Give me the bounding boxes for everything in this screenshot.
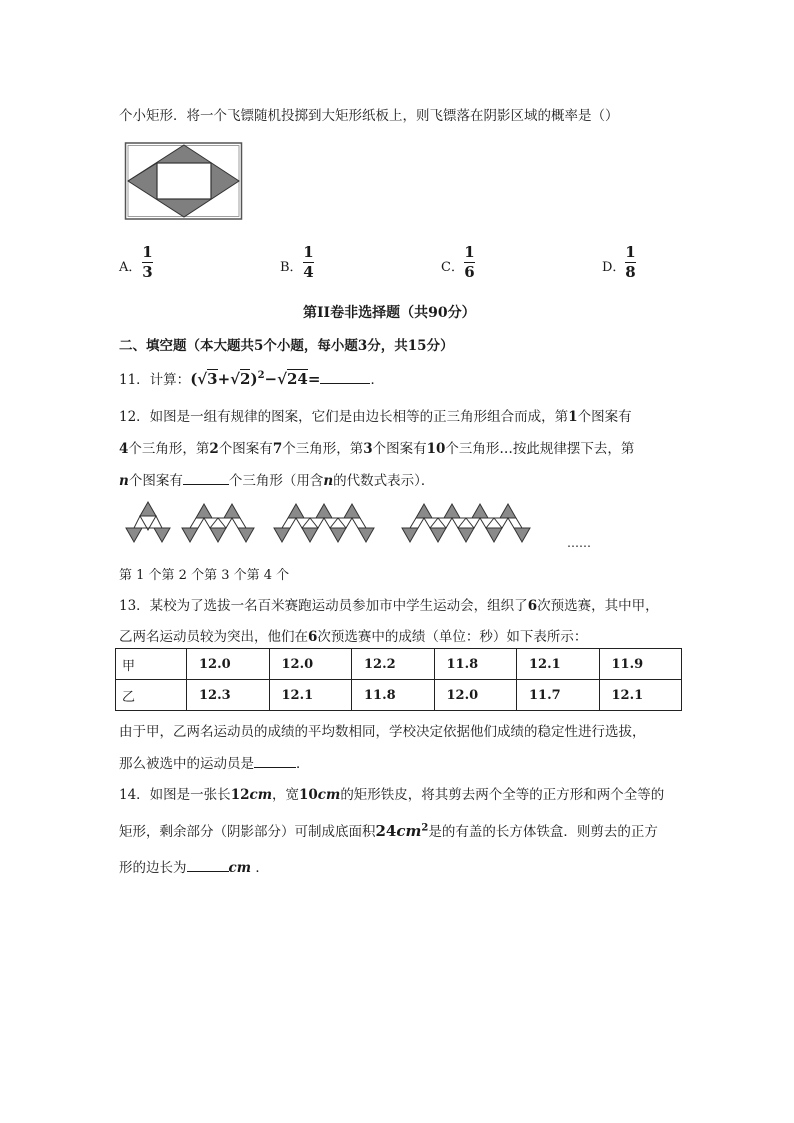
pattern-1	[126, 502, 170, 542]
q13-line1: 13．某校为了选拔一名百米赛跑运动员参加市中学生运动会，组织了6次预选赛，其中甲，	[119, 598, 659, 614]
q12-triangle-patterns	[120, 498, 570, 550]
section-title: 第II卷非选择题（共90分）	[303, 305, 476, 321]
q12-line3: n个图案有 个三角形（用含n的代数式表示）．	[119, 473, 435, 489]
q13-answer-blank	[254, 767, 296, 768]
q13-line2: 乙两名运动员较为突出，他们在6次预选赛中的成绩（单位：秒）如下表所示：	[119, 629, 588, 645]
section-two-heading: 二、填空题（本大题共5个小题，每小题3分，共15分）	[119, 338, 454, 354]
pattern-3	[274, 504, 374, 542]
q11: 11．计算：$(√3+√2)^2-√24=$ ．	[119, 370, 384, 388]
pattern-2	[182, 504, 254, 542]
q11-answer-blank	[320, 383, 370, 384]
q14-line1: 14．如图是一张长12cm，宽10cm的矩形铁皮，将其剪去两个全等的正方形和两个全等的	[119, 787, 665, 803]
pattern-4	[402, 504, 530, 542]
q10-text: 个小矩形．将一个飞镖随机投掷到大矩形纸板上，则飞镖落在阴影区域的概率是（）	[119, 108, 619, 124]
q12-ellipsis: ……	[567, 536, 591, 550]
q12-line1: 12．如图是一组有规律的图案，它们是由边长相等的正三角形组合而成，第1个图案有	[119, 409, 632, 425]
q14-line2: 矩形，剩余部分（阴影部分）可制成底面积$24cm^2$是的有盖的长方体铁盒．则剪去的正方	[119, 822, 658, 840]
q13-after2: 那么被选中的运动员是 ．	[119, 756, 310, 772]
q12-line2: 4个三角形，第2个图案有7个三角形，第3个图案有10个三角形…按此规律摆下去，第	[119, 441, 635, 457]
q13-after1: 由于甲，乙两名运动员的成绩的平均数相同，学校决定依据他们成绩的稳定性进行选拔，	[119, 724, 646, 740]
q12-caption: 第 1 个第 2 个第 3 个第 4 个	[119, 568, 290, 583]
q12-answer-blank	[183, 484, 229, 485]
q14-line3: 形的边长为 cm ．	[119, 860, 269, 876]
table-row: 甲 12.0 12.0 12.2 11.8 12.1 11.9	[116, 649, 682, 680]
q13-scores-table	[115, 648, 682, 711]
q14-answer-blank	[187, 871, 229, 872]
table-row: 乙 12.3 12.1 11.8 12.0 11.7 12.1	[116, 680, 682, 711]
q10-dartboard-figure	[124, 140, 244, 222]
